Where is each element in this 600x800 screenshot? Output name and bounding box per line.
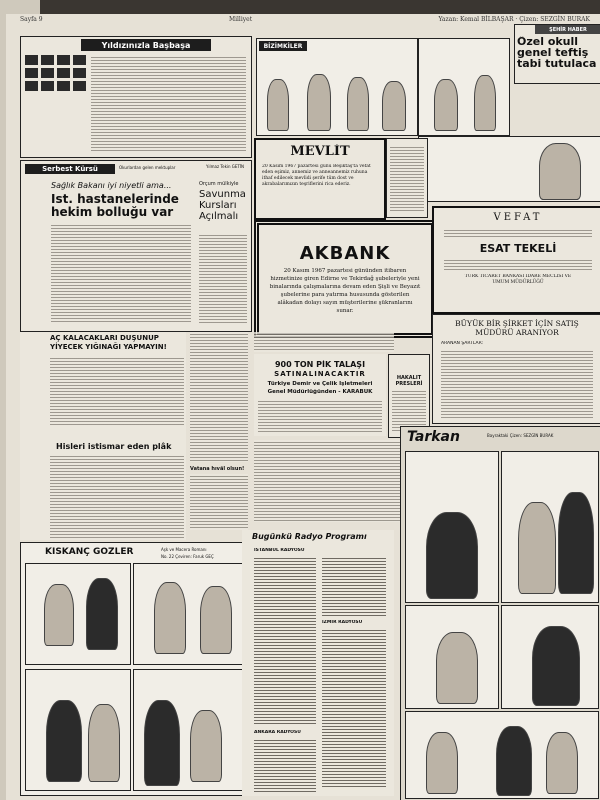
okul-news: [514, 24, 600, 84]
comic-figure: [436, 632, 478, 704]
cartoon-panel: [418, 136, 600, 202]
serbest-headline: İst. hastanelerinde hekim bolluğu var: [51, 193, 179, 219]
mevlit-notice: [254, 138, 386, 220]
pik-line-3: Türkiye Demir ve Çelik İşletmeleri: [267, 381, 373, 387]
comic-figure: [200, 586, 232, 654]
vatana-body: [190, 474, 248, 530]
small-notice: [386, 138, 428, 218]
comic-panel: [133, 563, 249, 665]
ankara-radyo: ANKARA RADYOSU: [254, 730, 301, 735]
comic-figure: [347, 77, 369, 131]
hakalit-title: HAKALİT PRESLERİ: [395, 375, 423, 387]
mevlit-title: MEVLİT: [290, 144, 350, 159]
vefat-org: TÜRK TİCARET BANKASI İDARE MECLİSİ VE UMUM MÜDÜRLÜĞÜ: [464, 274, 572, 285]
comic-panel: [133, 669, 249, 791]
okul-line-3: tabi tutulaca: [517, 57, 597, 69]
vefat-text-2: [444, 258, 592, 270]
serbest-kicker: Sağlık Bakanı iyi niyetli ama...: [51, 181, 172, 190]
satis-body: [441, 349, 593, 419]
radyo-section: [242, 530, 394, 796]
comic-figure: [426, 512, 478, 599]
vefat-title: VEFAT: [493, 212, 543, 223]
tarkan-panel: [501, 605, 599, 709]
hisleri-headline: Hisleri istismar eden plâk: [56, 442, 172, 451]
satis-aranan: ARANAN ŞARTLAR:: [441, 341, 484, 346]
okul-line-2: genel teftiş: [517, 46, 589, 59]
pik-line-2: SATINALINACAKTIR: [274, 370, 366, 378]
tarkan-panel: [405, 711, 599, 799]
header-credit: Yazan: Kemal BİLBAŞAR · Çizen: SEZGİN BURAK: [438, 16, 590, 23]
side-headline: Savunma Kursları Açılmalı: [199, 189, 246, 222]
side-body: [199, 233, 247, 325]
bizimkiler-comic: [256, 38, 418, 136]
comic-figure: [546, 732, 578, 794]
ac-headline: AÇ KALACAKLARI DÜŞÜNÜP YİYECEK YIĞINAĞI YAPMAYIN!: [50, 334, 167, 351]
comic-figure: [267, 79, 289, 131]
istanbul-program-cont: [322, 556, 386, 616]
izmir-program: [322, 628, 386, 788]
filler-text: [254, 332, 394, 352]
serbest-body: [51, 223, 191, 323]
tarkan-panel: [501, 451, 599, 603]
comic-panel: [25, 563, 131, 665]
tarkan-title: Tarkan: [407, 429, 460, 445]
page-number: Sayfa 9: [20, 16, 43, 23]
pik-line-1: 900 TON PİK TALAŞI: [274, 360, 366, 369]
comic-figure: [558, 492, 594, 594]
comic-figure: [46, 700, 82, 782]
horoscope-text: [91, 55, 246, 153]
small-notice-text: [390, 145, 424, 211]
page-header: [20, 16, 590, 26]
okul-headline: [517, 36, 600, 69]
comic-figure: [532, 626, 580, 706]
satis-title: BÜYÜK BİR ŞİRKET İÇİN SATIŞ MÜDÜRÜ ARANIYOR: [455, 319, 579, 337]
ac-kalacaklari-section: [20, 332, 186, 442]
vefat-text: [444, 228, 592, 238]
istanbul-radyo: İSTANBUL RADYOSU: [254, 548, 305, 553]
izmir-radyo: İZMİR RADYOSU: [322, 620, 363, 625]
comic-figure: [154, 582, 186, 654]
comic-figure: [86, 578, 118, 650]
kiskanc-episode: No. 22 Çeviren: Faruk GEÇ: [161, 554, 214, 559]
satis-muduru-ad: [432, 314, 600, 424]
serbest-author: Yılmaz Tekin GETİN: [205, 164, 245, 169]
comic-figure: [518, 502, 556, 594]
tarkan-sub: Bayraktaki Çizen: SEZGİN BURAK: [487, 433, 554, 438]
horoscope-section: [20, 36, 252, 158]
comic-figure: [426, 732, 458, 794]
bizimkiler-title: BİZİMKİLER: [259, 41, 307, 51]
kiskanc-gozler-comic: [20, 542, 252, 796]
newspaper-page: [6, 14, 600, 800]
comic-figure: [496, 726, 532, 796]
akbank-ad: [254, 220, 436, 338]
mevlit-body: 20 Kasım 1967 pazartesi günü Beşiktaş'ta vefat eden eşimiz, annemiz ve anneannemiz ruhuna ithaf edilecek mevlidi şerife tüm dost ve akrabalarımızın teşriflerini rica ederiz.: [262, 164, 371, 187]
serbest-kursu-section: [20, 160, 252, 332]
comic-figure: [144, 700, 180, 786]
side-kicker: Orçum mülkiyle: [199, 181, 239, 187]
pik-talasi-ad: [254, 354, 386, 436]
serbest-subtitle: Okurlardan gelen mektuplar: [119, 165, 176, 170]
bizimkiler-comic-2: [418, 38, 510, 136]
comic-figure: [539, 143, 581, 200]
kiskanc-title: KISKANÇ GÖZLER: [45, 547, 134, 557]
zodiac-icons: [25, 55, 85, 91]
comic-panel: [25, 669, 131, 791]
paper-name: Milliyet: [228, 16, 253, 23]
serbest-title: Serbest Kürsü: [25, 164, 115, 174]
okul-tag: ŞEHİR HABER: [535, 25, 600, 34]
tarkan-panel: [405, 451, 499, 603]
akbank-body: 20 Kasım 1967 pazartesi gününden itibaren hizmetinize giren Edirne ve Tekirdağ şubeleriyle yeni binalarında çalışmalarına devam eden Şişli ve Beyazıt şubelerine para yatırma hususunda gösterilen alâkadan dolayı sayın müşterilerine şükranlarını sunar.: [269, 268, 421, 314]
comic-figure: [307, 74, 331, 131]
hisleri-body: [50, 454, 184, 538]
kiskanc-novel: Aşk ve Macera Romanı: [161, 547, 207, 552]
comic-figure: [382, 81, 406, 131]
vatana-headline: Vatana hıvâl olsun!: [190, 466, 245, 472]
tarkan-panel: [405, 605, 499, 709]
akbank-title: AKBANK: [299, 243, 391, 264]
comic-figure: [474, 75, 496, 131]
ankara-program: [254, 738, 316, 792]
comic-figure: [434, 79, 458, 131]
okul-line-1: Özel okull: [517, 36, 579, 48]
radyo-title: Bugünkü Radyo Programı: [252, 532, 367, 541]
istanbul-program: [254, 556, 316, 726]
horoscope-title: Yıldızınızla Başbaşa: [81, 39, 211, 51]
side-column-text: [190, 332, 248, 462]
vefat-notice: [432, 206, 600, 314]
hisleri-section: [20, 440, 186, 540]
pik-line-4: Genel Müdürlüğünden - KARABÜK: [267, 389, 373, 395]
vefat-name: ESAT TEKELİ: [479, 242, 557, 255]
ac-body: [50, 356, 184, 426]
comic-figure: [190, 710, 222, 782]
comic-figure: [44, 584, 74, 646]
comic-figure: [88, 704, 120, 782]
tarkan-comic: [400, 426, 600, 800]
pik-body: [258, 399, 382, 433]
